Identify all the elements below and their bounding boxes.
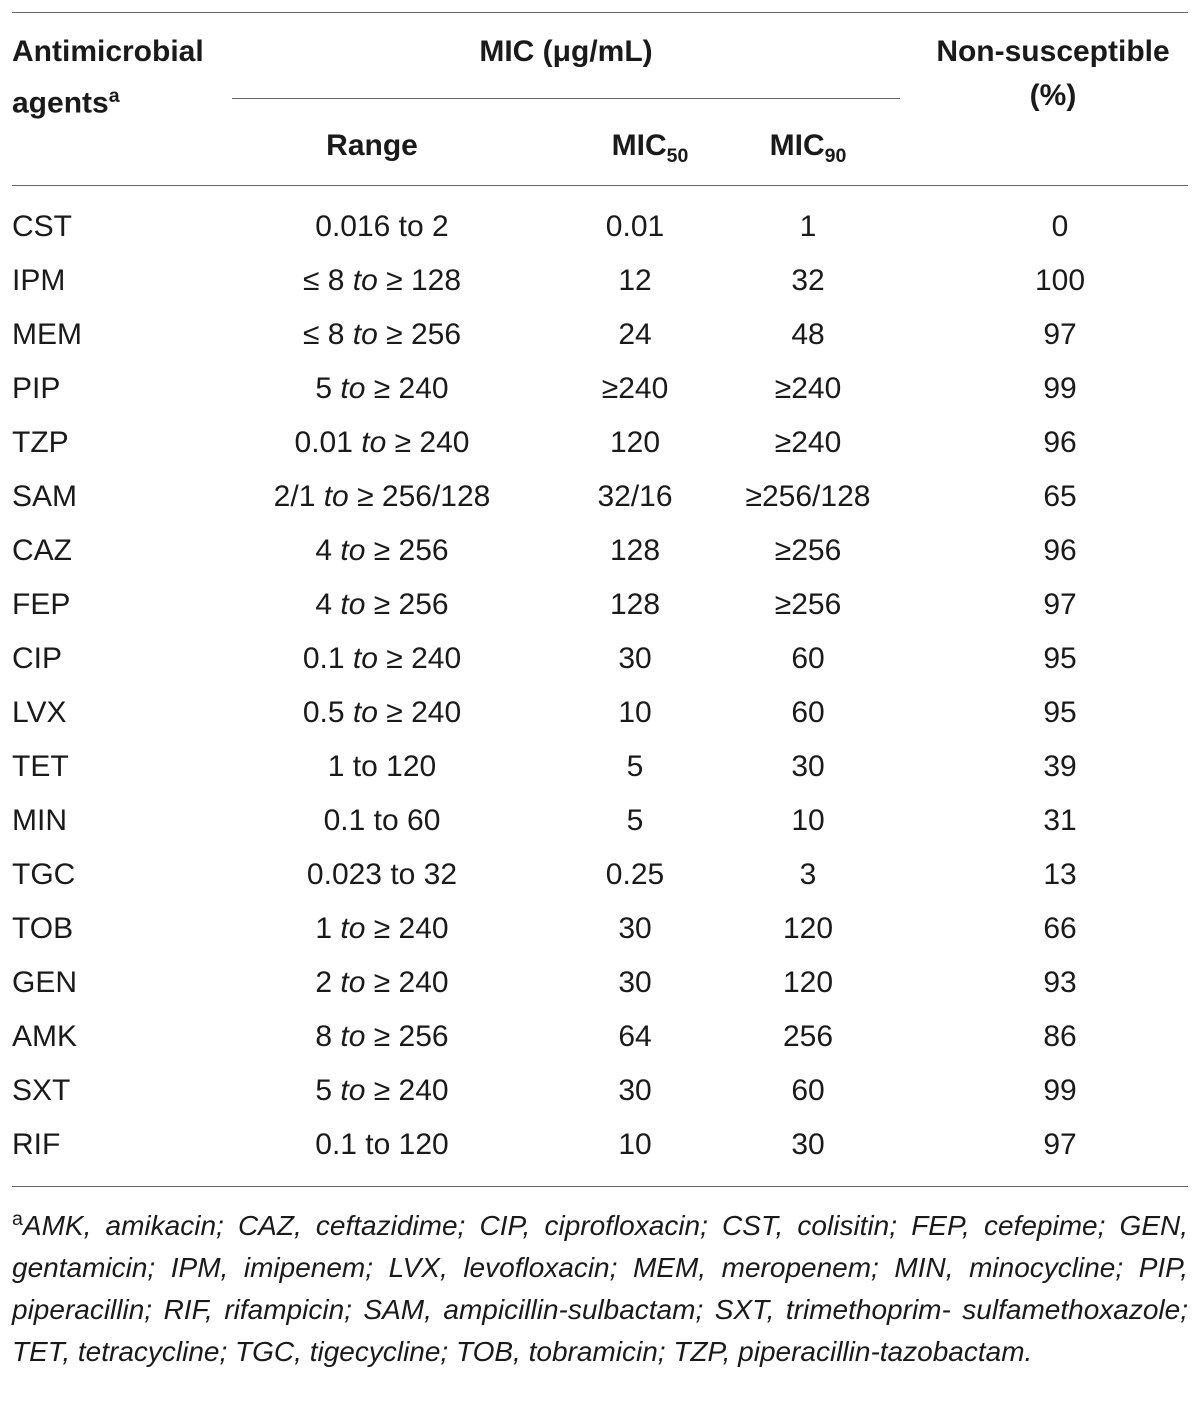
header-rule: [12, 185, 1188, 186]
cell-mic90: 60: [791, 642, 825, 675]
cell-range: 4 to ≥ 256: [315, 588, 449, 621]
table-row: [0, 956, 1200, 1010]
footnote-text: AMK, amikacin; CAZ, ceftazidime; CIP, ciprofloxacin; CST, colisitin; FEP, cefepime; GEN, gentamicin; IPM, imipenem; LVX, levofloxacin; MEM, meropenem; MIN, minocycline; PIP, piperacillin; RIF, rifampicin; SAM, ampicillin-sulbactam; SXT, trimethoprim- sulfamethoxazole; TET, tetracycline; TGC, tigecycline; TOB, tobramicin; TZP, piperacillin-tazobactam.: [12, 1209, 1188, 1367]
cell-mic90: ≥240: [774, 426, 842, 459]
table-row: [0, 308, 1200, 362]
cell-mic50: 10: [618, 696, 652, 729]
cell-mic50: 0.25: [605, 858, 665, 891]
cell-mic50: 128: [609, 534, 661, 567]
cell-mic90: 48: [791, 318, 825, 351]
cell-mic90: 32: [791, 264, 825, 297]
header-mic-group: MIC (μg/mL): [479, 35, 653, 68]
header-ns-line1: Non-susceptible: [936, 35, 1170, 68]
cell-range: 0.5 to ≥ 240: [302, 696, 462, 729]
cell-non-susceptible: 86: [1043, 1020, 1077, 1053]
cell-agent: RIF: [12, 1128, 61, 1161]
header-ns-line2: (%): [1029, 79, 1077, 112]
cell-range: 0.1 to ≥ 240: [302, 642, 462, 675]
cell-range: 4 to ≥ 256: [315, 534, 449, 567]
table-row: [0, 524, 1200, 578]
cell-agent: CIP: [12, 642, 63, 675]
cell-mic90: ≥256: [774, 588, 842, 621]
cell-range: 5 to ≥ 240: [315, 372, 449, 405]
cell-mic50: 30: [618, 642, 652, 675]
cell-mic50: 32/16: [597, 480, 673, 513]
cell-non-susceptible: 65: [1043, 480, 1077, 513]
cell-range: 0.01 to ≥ 240: [294, 426, 470, 459]
header-mic50-base: MIC: [611, 129, 667, 162]
cell-range: 0.023 to 32: [306, 858, 458, 891]
table-row: [0, 362, 1200, 416]
cell-non-susceptible: 39: [1043, 750, 1077, 783]
cell-agent: CST: [12, 210, 72, 243]
cell-agent: TGC: [12, 858, 76, 891]
cell-agent: MEM: [12, 318, 82, 351]
cell-agent: CAZ: [12, 534, 72, 567]
footnote: [12, 1198, 1188, 1373]
table-row: [0, 1118, 1200, 1172]
header-range: Range: [326, 129, 418, 162]
footnote-mark: a: [12, 1208, 23, 1230]
cell-non-susceptible: 97: [1043, 1128, 1077, 1161]
cell-mic50: 12: [618, 264, 652, 297]
cell-mic90: 60: [791, 1074, 825, 1107]
cell-range: 2/1 to ≥ 256/128: [273, 480, 491, 513]
cell-non-susceptible: 66: [1043, 912, 1077, 945]
cell-range: 1 to 120: [327, 750, 437, 783]
table-row: [0, 902, 1200, 956]
cell-agent: TET: [12, 750, 69, 783]
cell-mic50: 120: [609, 426, 661, 459]
cell-mic90: ≥256: [774, 534, 842, 567]
cell-non-susceptible: 97: [1043, 588, 1077, 621]
header-agents: [12, 30, 204, 126]
cell-agent: GEN: [12, 966, 78, 999]
cell-mic90: ≥240: [774, 372, 842, 405]
table-row: [0, 416, 1200, 470]
cell-agent: TZP: [12, 426, 69, 459]
table-body: [0, 200, 1200, 1172]
cell-mic90: 256: [782, 1020, 834, 1053]
cell-non-susceptible: 95: [1043, 642, 1077, 675]
cell-mic50: ≥240: [601, 372, 669, 405]
cell-range: 0.016 to 2: [315, 210, 449, 243]
cell-range: 2 to ≥ 240: [315, 966, 449, 999]
cell-agent: IPM: [12, 264, 66, 297]
cell-mic50: 5: [626, 750, 644, 783]
cell-non-susceptible: 0: [1051, 210, 1069, 243]
cell-non-susceptible: 96: [1043, 534, 1077, 567]
cell-range: 0.1 to 60: [323, 804, 441, 837]
cell-non-susceptible: 97: [1043, 318, 1077, 351]
table-row: [0, 632, 1200, 686]
cell-non-susceptible: 31: [1043, 804, 1077, 837]
cell-non-susceptible: 96: [1043, 426, 1077, 459]
table-row: [0, 1064, 1200, 1118]
cell-mic90: 30: [791, 1128, 825, 1161]
cell-mic50: 24: [618, 318, 652, 351]
table-row: [0, 578, 1200, 632]
header-mic90-base: MIC: [769, 129, 825, 162]
table-row: [0, 254, 1200, 308]
cell-agent: MIN: [12, 804, 67, 837]
cell-agent: AMK: [12, 1020, 78, 1053]
cell-mic90: 10: [791, 804, 825, 837]
cell-agent: PIP: [12, 372, 61, 405]
cell-non-susceptible: 13: [1043, 858, 1077, 891]
cell-mic50: 0.01: [605, 210, 665, 243]
table-row: [0, 686, 1200, 740]
header-agents-line1: Antimicrobial: [12, 35, 204, 68]
header-agents-sup: a: [108, 85, 120, 107]
cell-mic50: 30: [618, 912, 652, 945]
cell-range: ≤ 8 to ≥ 128: [302, 264, 462, 297]
cell-agent: SXT: [12, 1074, 71, 1107]
cell-non-susceptible: 99: [1043, 1074, 1077, 1107]
cell-range: 8 to ≥ 256: [315, 1020, 449, 1053]
cell-agent: SAM: [12, 480, 78, 513]
header-mic90: [728, 124, 888, 178]
table-row: [0, 848, 1200, 902]
cell-non-susceptible: 99: [1043, 372, 1077, 405]
cell-mic90: 120: [782, 966, 834, 999]
cell-mic90: 3: [799, 858, 817, 891]
top-rule: [12, 12, 1188, 13]
cell-mic50: 5: [626, 804, 644, 837]
header-non-susceptible: [918, 30, 1188, 118]
cell-mic50: 30: [618, 1074, 652, 1107]
cell-mic90: 60: [791, 696, 825, 729]
table-row: [0, 1010, 1200, 1064]
cell-mic90: 1: [799, 210, 817, 243]
cell-mic90: 30: [791, 750, 825, 783]
cell-mic90: ≥256/128: [745, 480, 871, 513]
table-row: [0, 794, 1200, 848]
header-agents-line2: agents: [12, 86, 109, 120]
cell-range: 0.1 to 120: [315, 1128, 449, 1161]
cell-range: 1 to ≥ 240: [315, 912, 449, 945]
mic-group-rule: [232, 98, 900, 99]
cell-mic90: 120: [782, 912, 834, 945]
cell-non-susceptible: 100: [1034, 264, 1086, 297]
cell-mic50: 30: [618, 966, 652, 999]
table-row: [0, 470, 1200, 524]
table-row: [0, 740, 1200, 794]
cell-agent: FEP: [12, 588, 71, 621]
cell-mic50: 128: [609, 588, 661, 621]
cell-agent: TOB: [12, 912, 74, 945]
bottom-rule: [12, 1186, 1188, 1187]
cell-range: ≤ 8 to ≥ 256: [302, 318, 462, 351]
header-mic90-sub: 90: [824, 144, 847, 167]
cell-agent: LVX: [12, 696, 67, 729]
cell-non-susceptible: 95: [1043, 696, 1077, 729]
cell-non-susceptible: 93: [1043, 966, 1077, 999]
header-mic50-sub: 50: [666, 144, 689, 167]
cell-mic50: 64: [618, 1020, 652, 1053]
table-row: [0, 200, 1200, 254]
cell-range: 5 to ≥ 240: [315, 1074, 449, 1107]
header-mic50: [570, 124, 730, 178]
cell-mic50: 10: [618, 1128, 652, 1161]
